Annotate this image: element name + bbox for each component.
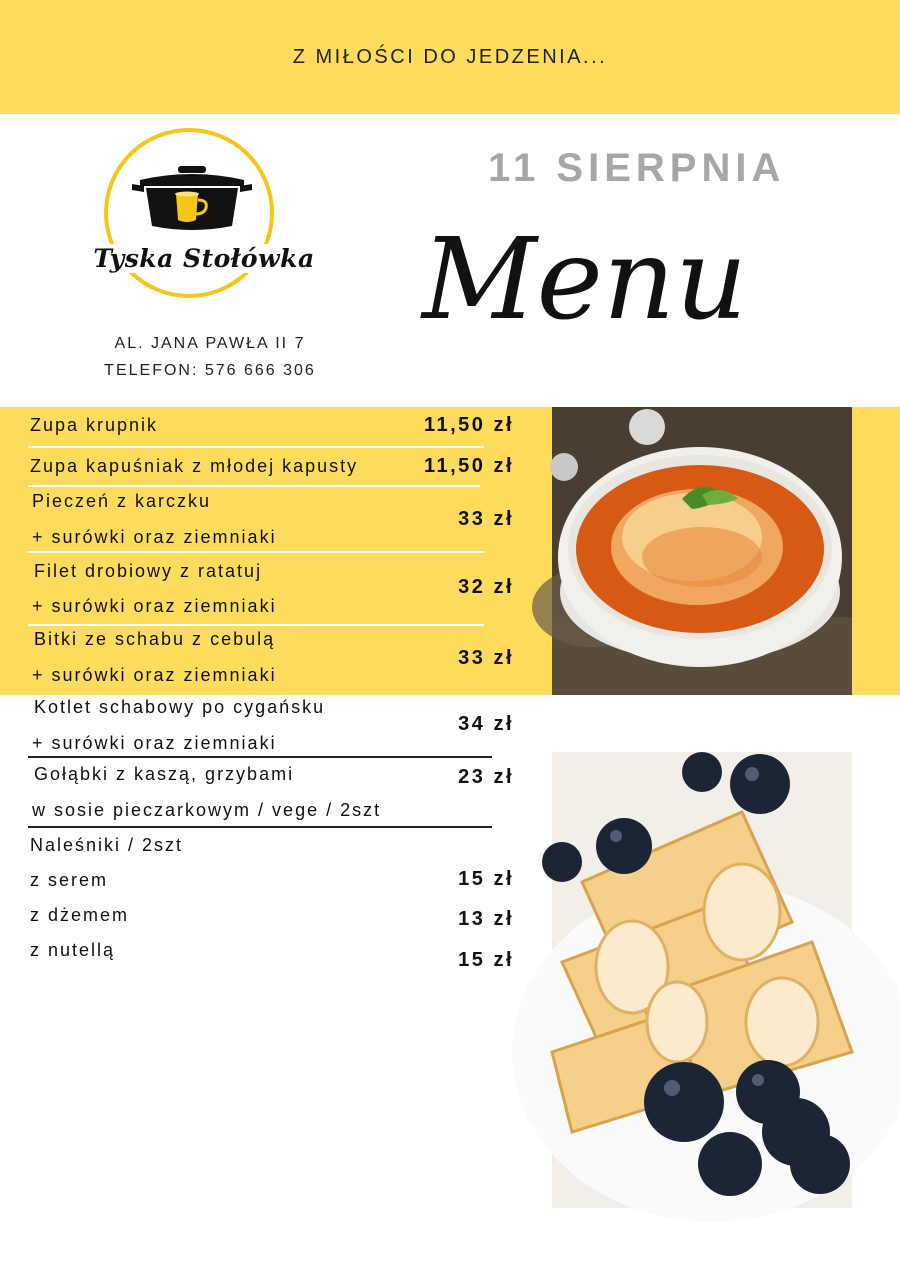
pancake-option: z nutellą <box>30 940 116 960</box>
pancake-price: 13 zł <box>458 908 514 930</box>
item-price: 33 zł <box>458 508 514 530</box>
item-sub: w sosie pieczarkowym / vege / 2szt <box>32 800 382 820</box>
item-name: Kotlet schabowy po cygańsku <box>34 697 326 717</box>
item-name: Gołąbki z kaszą, grzybami <box>34 764 295 784</box>
tagline: Z MIŁOŚCI DO JEDZENIA... <box>292 46 608 68</box>
divider <box>28 826 492 828</box>
menu-title-text: Menu <box>422 215 748 345</box>
menu-title <box>414 200 748 380</box>
item-price: 32 zł <box>458 576 514 598</box>
item-name: Pieczeń z karczku <box>32 491 212 511</box>
divider <box>28 485 480 487</box>
contact-block <box>60 330 360 384</box>
phone: TELEFON: 576 666 306 <box>104 362 316 379</box>
item-sub: + surówki oraz ziemniaki <box>32 527 277 547</box>
pancake-option: z serem <box>30 870 109 890</box>
pot-icon <box>132 164 252 234</box>
logo-text: Tyska Stołówka <box>84 244 324 273</box>
item-name: Bitki ze schabu z cebulą <box>34 629 276 649</box>
item-price: 11,50 zł <box>423 414 514 436</box>
soup-bowl-image <box>552 407 852 695</box>
pancake-option: z dżemem <box>30 905 130 925</box>
item-sub: + surówki oraz ziemniaki <box>32 665 277 685</box>
pancake-price: 15 zł <box>458 949 514 971</box>
divider <box>28 446 484 448</box>
divider <box>28 551 484 553</box>
pancakes-title: Naleśniki / 2szt <box>30 835 184 855</box>
item-price: 11,50 zł <box>423 455 514 477</box>
divider <box>28 756 492 758</box>
item-sub: + surówki oraz ziemniaki <box>32 596 277 616</box>
item-name: Filet drobiowy z ratatuj <box>34 561 263 581</box>
item-price: 34 zł <box>458 713 514 735</box>
item-name: Zupa krupnik <box>30 415 159 435</box>
menu-date: 11 SIERPNIA <box>488 146 786 190</box>
soup-photo <box>552 407 852 695</box>
pancake-image <box>552 752 852 1208</box>
item-name: Zupa kapuśniak z młodej kapusty <box>30 456 359 476</box>
logo <box>93 126 316 310</box>
address: AL. JANA PAWŁA II 7 <box>114 335 306 352</box>
item-price: 33 zł <box>458 647 514 669</box>
pancake-price: 15 zł <box>458 868 514 890</box>
item-price: 23 zł <box>458 766 514 788</box>
divider <box>28 624 484 626</box>
pancake-photo <box>552 752 852 1208</box>
item-sub: + surówki oraz ziemniaki <box>32 733 277 753</box>
